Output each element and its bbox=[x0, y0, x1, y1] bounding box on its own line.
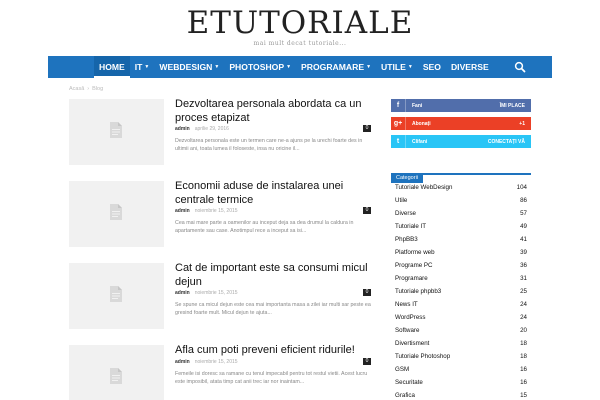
category-name: Divertisment bbox=[395, 340, 430, 347]
chevron-down-icon: ▼ bbox=[286, 64, 292, 70]
nav-item-label: SEO bbox=[422, 62, 441, 72]
category-count: 49 bbox=[520, 223, 527, 230]
categories-list bbox=[391, 181, 531, 400]
category-name: Programare bbox=[395, 275, 428, 282]
social-counter-label: Fani bbox=[412, 102, 423, 109]
comment-count-badge[interactable]: 0 bbox=[363, 358, 371, 365]
nav-item-label: PROGRAMARE bbox=[301, 62, 365, 72]
category-count: 36 bbox=[520, 262, 527, 269]
breadcrumb-home[interactable]: Acasă bbox=[69, 86, 85, 92]
nav-item-utile[interactable] bbox=[376, 56, 418, 78]
nav-item-programare[interactable] bbox=[296, 56, 376, 78]
category-count: 18 bbox=[520, 353, 527, 360]
nav-item-label: UTILE bbox=[381, 62, 406, 72]
category-item[interactable] bbox=[391, 220, 531, 233]
document-icon bbox=[110, 122, 122, 138]
site-tagline: mai mult decat tutoriale... bbox=[253, 40, 347, 47]
nav-item-label: HOME bbox=[99, 62, 125, 72]
category-name: Software bbox=[395, 327, 420, 334]
divider bbox=[405, 99, 406, 112]
post-author[interactable]: admin bbox=[175, 208, 190, 214]
category-count: 20 bbox=[520, 327, 527, 334]
category-item[interactable] bbox=[391, 298, 531, 311]
category-name: GSM bbox=[395, 366, 410, 373]
post-thumbnail[interactable] bbox=[69, 181, 164, 247]
nav-item-diverse[interactable] bbox=[446, 56, 494, 78]
category-count: 16 bbox=[520, 366, 527, 373]
social-action-button[interactable]: ÎMI PLACE bbox=[499, 102, 525, 109]
post-title[interactable]: Economii aduse de instalarea unei centrale termice bbox=[175, 180, 344, 206]
category-count: 104 bbox=[516, 184, 527, 191]
comment-count-badge[interactable]: 0 bbox=[363, 125, 371, 132]
chevron-down-icon: ▼ bbox=[144, 64, 150, 70]
google-plus-icon: g+ bbox=[393, 120, 403, 127]
category-item[interactable] bbox=[391, 194, 531, 207]
category-item[interactable] bbox=[391, 389, 531, 400]
chevron-down-icon: ▼ bbox=[366, 64, 372, 70]
category-count: 86 bbox=[520, 197, 527, 204]
post-author[interactable]: admin bbox=[175, 126, 190, 132]
comment-count-badge[interactable]: 0 bbox=[363, 207, 371, 214]
post-meta bbox=[175, 208, 238, 214]
post-excerpt: Femeile isi doresc sa ramane cu tenul impecabil pentru tot restul vietii. Acest lucru este imposibil, atata timp cat anii trec iar nor inaintam... bbox=[175, 371, 368, 385]
document-icon bbox=[110, 204, 122, 220]
category-name: Utile bbox=[395, 197, 408, 204]
nav-item-label: WEBDESIGN bbox=[159, 62, 213, 72]
post-thumbnail[interactable] bbox=[69, 345, 164, 400]
comment-count-badge[interactable]: 0 bbox=[363, 289, 371, 296]
categories-header bbox=[391, 166, 531, 181]
category-name: Tutoriale IT bbox=[395, 223, 427, 230]
category-count: 57 bbox=[520, 210, 527, 217]
post-item bbox=[69, 263, 373, 329]
category-count: 15 bbox=[520, 392, 527, 399]
category-item[interactable] bbox=[391, 337, 531, 350]
category-name: WordPress bbox=[395, 314, 426, 321]
breadcrumb-current: Blog bbox=[92, 86, 104, 92]
category-count: 24 bbox=[520, 301, 527, 308]
post-date: noiembrie 15, 2015 bbox=[194, 359, 238, 365]
post-item bbox=[69, 181, 373, 247]
category-count: 31 bbox=[520, 275, 527, 282]
category-item[interactable] bbox=[391, 363, 531, 376]
nav-item-home[interactable] bbox=[94, 56, 130, 78]
category-item[interactable] bbox=[391, 350, 531, 363]
post-title[interactable]: Afla cum poti preveni eficient ridurile! bbox=[175, 344, 355, 356]
post-excerpt: Dezvoltarea personala este un termen care ne-a ajuns pe la urechi foarte des in ultimii ani, toata lumea il foloseste, insa nu oricine il... bbox=[175, 138, 363, 152]
category-item[interactable] bbox=[391, 285, 531, 298]
nav-item-it[interactable] bbox=[130, 56, 155, 78]
divider bbox=[405, 135, 406, 148]
post-date: aprilie 29, 2016 bbox=[194, 126, 229, 132]
social-action-button[interactable]: +1 bbox=[519, 120, 525, 127]
post-excerpt: Cea mai mare parte a oamenilor au inceput deja sa dea drumul la caldura in apartamente sau case. Anotimpul rece a inceput sa isi... bbox=[175, 220, 354, 234]
chevron-down-icon: ▼ bbox=[214, 64, 220, 70]
nav-item-photoshop[interactable] bbox=[224, 56, 296, 78]
categories-title: Categorii bbox=[391, 174, 423, 183]
category-name: Securitate bbox=[395, 379, 423, 386]
post-item bbox=[69, 345, 373, 400]
nav-items bbox=[94, 56, 494, 78]
category-item[interactable] bbox=[391, 272, 531, 285]
post-excerpt: Se spune ca micul dejun este cea mai importanta masa a zilei iar multi sar peste ea gresind foarte mult. Micul dejun te ajuta... bbox=[175, 302, 371, 316]
category-name: Tutoriale WebDesign bbox=[395, 184, 453, 191]
post-item bbox=[69, 99, 373, 165]
nav-item-label: PHOTOSHOP bbox=[229, 62, 285, 72]
category-name: Tutoriale Photoshop bbox=[395, 353, 451, 360]
social-action-button[interactable]: CONECTAȚI VĂ bbox=[487, 138, 525, 145]
category-item[interactable] bbox=[391, 311, 531, 324]
post-date: noiembrie 15, 2015 bbox=[194, 208, 238, 214]
document-icon bbox=[110, 286, 122, 302]
nav-item-webdesign[interactable] bbox=[154, 56, 224, 78]
nav-item-seo[interactable] bbox=[418, 56, 446, 78]
social-counter-label: Clifani bbox=[412, 138, 428, 145]
category-item[interactable] bbox=[391, 259, 531, 272]
post-meta bbox=[175, 126, 229, 132]
post-date: noiembrie 15, 2015 bbox=[194, 290, 238, 296]
category-count: 24 bbox=[520, 314, 527, 321]
chevron-down-icon: ▼ bbox=[407, 64, 413, 70]
post-title[interactable]: Dezvoltarea personala abordata ca un proces etapizat bbox=[175, 98, 362, 124]
social-counter-google-plus[interactable] bbox=[391, 117, 531, 130]
breadcrumb-separator: › bbox=[87, 86, 90, 92]
category-name: Platforme web bbox=[395, 249, 435, 256]
post-thumbnail[interactable] bbox=[69, 99, 164, 165]
facebook-icon: f bbox=[396, 102, 400, 109]
category-item[interactable] bbox=[391, 246, 531, 259]
category-item[interactable] bbox=[391, 181, 531, 194]
post-thumbnail[interactable] bbox=[69, 263, 164, 329]
post-author[interactable]: admin bbox=[175, 290, 190, 296]
category-count: 25 bbox=[520, 288, 527, 295]
category-count: 41 bbox=[520, 236, 527, 243]
nav-item-label: DIVERSE bbox=[450, 62, 489, 72]
social-counter-twitter[interactable] bbox=[391, 135, 531, 148]
post-meta bbox=[175, 290, 238, 296]
site-logo[interactable]: ETUTORIALE bbox=[186, 5, 414, 41]
category-name: Diverse bbox=[395, 210, 416, 217]
category-name: News IT bbox=[395, 301, 418, 308]
nav-item-label: IT bbox=[134, 62, 143, 72]
category-name: PhpBB3 bbox=[395, 236, 418, 243]
category-count: 39 bbox=[520, 249, 527, 256]
category-name: Programe PC bbox=[395, 262, 433, 269]
divider bbox=[405, 117, 406, 130]
category-count: 18 bbox=[520, 340, 527, 347]
document-icon bbox=[110, 368, 122, 384]
main-nav bbox=[48, 56, 552, 78]
post-title[interactable]: Cat de important este sa consumi micul dejun bbox=[175, 262, 368, 288]
category-name: Grafica bbox=[395, 392, 415, 399]
breadcrumb bbox=[69, 86, 103, 92]
category-item[interactable] bbox=[391, 324, 531, 337]
category-item[interactable] bbox=[391, 376, 531, 389]
search-icon[interactable] bbox=[514, 61, 526, 73]
twitter-icon: t bbox=[396, 138, 400, 145]
post-meta bbox=[175, 359, 238, 365]
post-author[interactable]: admin bbox=[175, 359, 190, 365]
social-counter-label: Abonați bbox=[412, 120, 431, 127]
category-item[interactable] bbox=[391, 233, 531, 246]
category-name: Tutoriale phpbb3 bbox=[395, 288, 442, 295]
category-item[interactable] bbox=[391, 207, 531, 220]
category-count: 16 bbox=[520, 379, 527, 386]
social-counter-facebook[interactable] bbox=[391, 99, 531, 112]
